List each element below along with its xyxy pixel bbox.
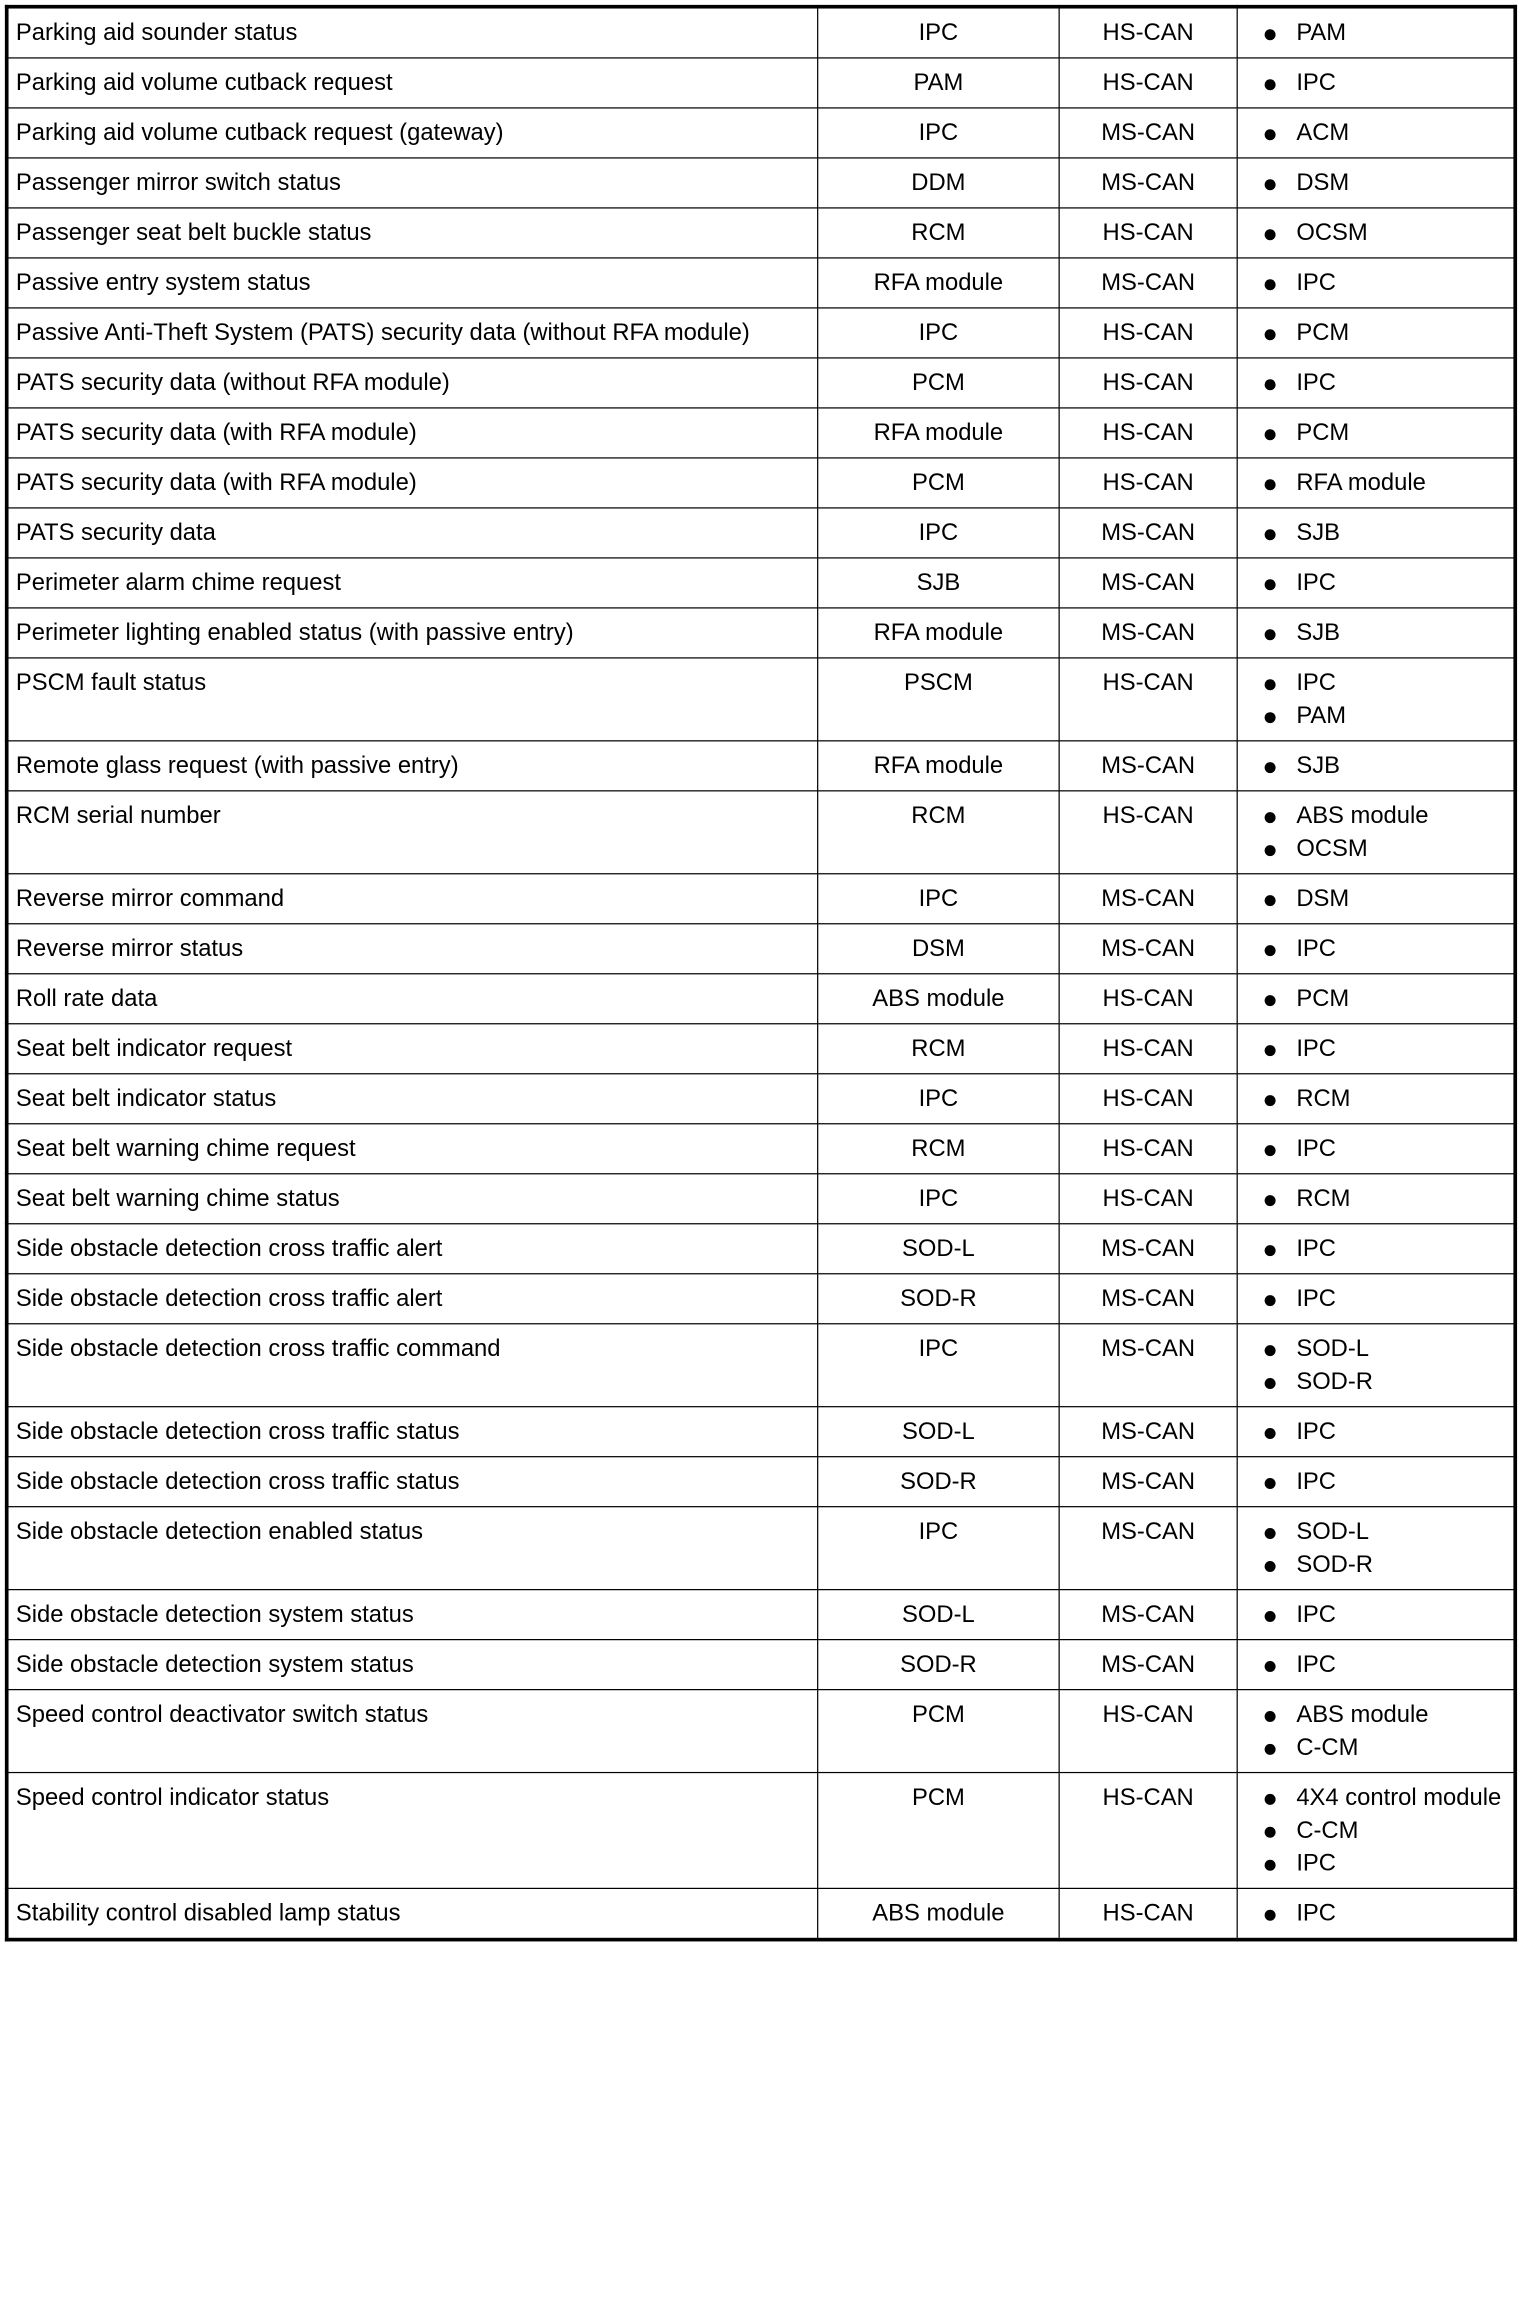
message-cell: Reverse mirror command [7,874,818,924]
table-row [7,1590,1516,1640]
network-cell: MS-CAN [1059,1274,1237,1324]
receiver-list [1260,933,1506,966]
receiver-item: PAM [1260,700,1506,733]
receivers-cell [1237,974,1515,1024]
receivers-cell [1237,358,1515,408]
receiver-item: SOD-L [1260,1516,1506,1549]
message-cell: Side obstacle detection cross traffic alert [7,1274,818,1324]
table-row [7,1773,1516,1889]
receiver-item: DSM [1260,167,1506,200]
receivers-cell [1237,558,1515,608]
network-cell: HS-CAN [1059,208,1237,258]
receivers-cell [1237,158,1515,208]
table-row [7,458,1516,508]
message-cell: Side obstacle detection system status [7,1640,818,1690]
receiver-list [1260,567,1506,600]
receiver-item: IPC [1260,1599,1506,1632]
receiver-list [1260,67,1506,100]
network-cell: HS-CAN [1059,791,1237,874]
originator-cell: IPC [818,874,1059,924]
originator-cell: IPC [818,508,1059,558]
receiver-list [1260,1233,1506,1266]
receiver-item: SOD-R [1260,1366,1506,1399]
receiver-list [1260,167,1506,200]
receiver-item: ABS module [1260,800,1506,833]
receiver-item: IPC [1260,267,1506,300]
network-cell: HS-CAN [1059,308,1237,358]
receiver-list [1260,267,1506,300]
originator-cell: PCM [818,358,1059,408]
receiver-item: IPC [1260,933,1506,966]
receiver-list [1260,317,1506,350]
table-row [7,1457,1516,1507]
receiver-list [1260,1466,1506,1499]
receiver-list [1260,1699,1506,1765]
table-row [7,974,1516,1024]
network-cell: MS-CAN [1059,1407,1237,1457]
originator-cell: IPC [818,1074,1059,1124]
message-cell: Side obstacle detection cross traffic alert [7,1224,818,1274]
receivers-cell [1237,208,1515,258]
originator-cell: RFA module [818,741,1059,791]
message-cell: Seat belt warning chime request [7,1124,818,1174]
table-row [7,1640,1516,1690]
table-row [7,58,1516,108]
receivers-cell [1237,1507,1515,1590]
receivers-cell [1237,1590,1515,1640]
originator-cell: RFA module [818,258,1059,308]
table-row [7,558,1516,608]
table-row [7,1324,1516,1407]
originator-cell: PCM [818,1773,1059,1889]
originator-cell: RCM [818,208,1059,258]
receiver-item: IPC [1260,1649,1506,1682]
receiver-item: RCM [1260,1183,1506,1216]
network-cell: HS-CAN [1059,1174,1237,1224]
message-cell: Speed control indicator status [7,1773,818,1889]
receivers-cell [1237,1690,1515,1773]
network-cell: MS-CAN [1059,508,1237,558]
table-row [7,1507,1516,1590]
originator-cell: RCM [818,1124,1059,1174]
message-cell: Parking aid sounder status [7,7,818,58]
receiver-item: SOD-R [1260,1549,1506,1582]
receivers-cell [1237,408,1515,458]
network-cell: MS-CAN [1059,1590,1237,1640]
table-row [7,608,1516,658]
originator-cell: IPC [818,1324,1059,1407]
message-cell: Seat belt indicator request [7,1024,818,1074]
receiver-list [1260,1416,1506,1449]
receivers-cell [1237,1407,1515,1457]
receiver-list [1260,983,1506,1016]
message-cell: Remote glass request (with passive entry) [7,741,818,791]
receiver-item: IPC [1260,1898,1506,1931]
network-cell: MS-CAN [1059,1507,1237,1590]
receiver-item: C-CM [1260,1815,1506,1848]
originator-cell: SOD-R [818,1457,1059,1507]
receiver-item: DSM [1260,883,1506,916]
table-row [7,1274,1516,1324]
network-cell: HS-CAN [1059,1773,1237,1889]
originator-cell: IPC [818,308,1059,358]
receiver-item: IPC [1260,1033,1506,1066]
table-row [7,208,1516,258]
originator-cell: PAM [818,58,1059,108]
table-row [7,924,1516,974]
receiver-item: IPC [1260,1848,1506,1881]
receiver-item: IPC [1260,1416,1506,1449]
originator-cell: RCM [818,1024,1059,1074]
receivers-cell [1237,1174,1515,1224]
receivers-cell [1237,791,1515,874]
receiver-item: PAM [1260,17,1506,50]
receiver-item: SJB [1260,617,1506,650]
message-cell: Reverse mirror status [7,924,818,974]
network-cell: HS-CAN [1059,458,1237,508]
table-row [7,308,1516,358]
table-row [7,108,1516,158]
receiver-list [1260,750,1506,783]
receiver-item: IPC [1260,67,1506,100]
receiver-list [1260,1599,1506,1632]
receivers-cell [1237,7,1515,58]
receivers-cell [1237,1640,1515,1690]
network-cell: HS-CAN [1059,1124,1237,1174]
receiver-item: SJB [1260,517,1506,550]
receivers-cell [1237,458,1515,508]
table-row [7,1888,1516,1939]
network-cell: HS-CAN [1059,1074,1237,1124]
receiver-list [1260,617,1506,650]
receivers-cell [1237,1324,1515,1407]
table-row [7,1074,1516,1124]
network-cell: MS-CAN [1059,558,1237,608]
table-row [7,791,1516,874]
message-cell: Perimeter alarm chime request [7,558,818,608]
message-cell: Passenger mirror switch status [7,158,818,208]
receivers-cell [1237,508,1515,558]
network-cell: MS-CAN [1059,158,1237,208]
table-row [7,1174,1516,1224]
receiver-list [1260,17,1506,50]
originator-cell: SOD-L [818,1224,1059,1274]
receiver-item: 4X4 control module [1260,1782,1506,1815]
receiver-item: OCSM [1260,833,1506,866]
receiver-list [1260,1649,1506,1682]
message-cell: Parking aid volume cutback request (gateway) [7,108,818,158]
receiver-item: PCM [1260,983,1506,1016]
receiver-list [1260,1083,1506,1116]
receiver-list [1260,667,1506,733]
table-row [7,7,1516,58]
receiver-list [1260,217,1506,250]
receiver-item: IPC [1260,367,1506,400]
receiver-list [1260,467,1506,500]
receiver-item: IPC [1260,1466,1506,1499]
receivers-cell [1237,1074,1515,1124]
network-cell: HS-CAN [1059,1888,1237,1939]
table-body [7,7,1516,1940]
originator-cell: RFA module [818,408,1059,458]
originator-cell: IPC [818,108,1059,158]
receiver-item: RFA module [1260,467,1506,500]
originator-cell: SOD-R [818,1274,1059,1324]
originator-cell: PCM [818,1690,1059,1773]
network-cell: HS-CAN [1059,358,1237,408]
receivers-cell [1237,58,1515,108]
receivers-cell [1237,258,1515,308]
message-cell: Seat belt warning chime status [7,1174,818,1224]
originator-cell: SOD-R [818,1640,1059,1690]
receivers-cell [1237,741,1515,791]
message-cell: Side obstacle detection enabled status [7,1507,818,1590]
message-cell: RCM serial number [7,791,818,874]
message-cell: PATS security data (with RFA module) [7,408,818,458]
message-cell: Perimeter lighting enabled status (with passive entry) [7,608,818,658]
receivers-cell [1237,658,1515,741]
originator-cell: ABS module [818,1888,1059,1939]
receivers-cell [1237,1224,1515,1274]
receiver-item: C-CM [1260,1732,1506,1765]
receiver-item: PCM [1260,417,1506,450]
receivers-cell [1237,1773,1515,1889]
network-cell: MS-CAN [1059,258,1237,308]
receiver-item: IPC [1260,1133,1506,1166]
message-cell: PATS security data (without RFA module) [7,358,818,408]
receiver-list [1260,1183,1506,1216]
receiver-item: ACM [1260,117,1506,150]
receiver-item: PCM [1260,317,1506,350]
network-cell: MS-CAN [1059,1324,1237,1407]
originator-cell: DSM [818,924,1059,974]
network-message-table [5,5,1517,1942]
message-cell: PSCM fault status [7,658,818,741]
originator-cell: IPC [818,1174,1059,1224]
receiver-list [1260,1133,1506,1166]
message-cell: Seat belt indicator status [7,1074,818,1124]
receivers-cell [1237,108,1515,158]
table-row [7,358,1516,408]
message-cell: Roll rate data [7,974,818,1024]
receivers-cell [1237,1124,1515,1174]
message-cell: Passive entry system status [7,258,818,308]
network-cell: HS-CAN [1059,1024,1237,1074]
message-cell: Side obstacle detection system status [7,1590,818,1640]
receiver-list [1260,1898,1506,1931]
receiver-item: IPC [1260,667,1506,700]
receivers-cell [1237,1888,1515,1939]
originator-cell: SOD-L [818,1407,1059,1457]
receiver-item: IPC [1260,1283,1506,1316]
receivers-cell [1237,1274,1515,1324]
originator-cell: ABS module [818,974,1059,1024]
receiver-item: SJB [1260,750,1506,783]
receiver-list [1260,517,1506,550]
network-cell: HS-CAN [1059,408,1237,458]
originator-cell: SJB [818,558,1059,608]
network-cell: HS-CAN [1059,7,1237,58]
table-row [7,508,1516,558]
originator-cell: IPC [818,1507,1059,1590]
receivers-cell [1237,1457,1515,1507]
receiver-item: IPC [1260,567,1506,600]
receiver-list [1260,883,1506,916]
table-row [7,658,1516,741]
receiver-list [1260,1283,1506,1316]
table-row [7,1124,1516,1174]
originator-cell: RCM [818,791,1059,874]
message-cell: PATS security data (with RFA module) [7,458,818,508]
receiver-item: IPC [1260,1233,1506,1266]
receivers-cell [1237,924,1515,974]
message-cell: Stability control disabled lamp status [7,1888,818,1939]
table-row [7,1224,1516,1274]
network-cell: MS-CAN [1059,741,1237,791]
receivers-cell [1237,1024,1515,1074]
message-cell: Passenger seat belt buckle status [7,208,818,258]
message-cell: Side obstacle detection cross traffic command [7,1324,818,1407]
table-row [7,1024,1516,1074]
network-cell: HS-CAN [1059,1690,1237,1773]
originator-cell: PSCM [818,658,1059,741]
originator-cell: SOD-L [818,1590,1059,1640]
receivers-cell [1237,308,1515,358]
network-cell: HS-CAN [1059,974,1237,1024]
message-cell: Passive Anti-Theft System (PATS) security data (without RFA module) [7,308,818,358]
network-cell: HS-CAN [1059,658,1237,741]
network-cell: MS-CAN [1059,1640,1237,1690]
originator-cell: IPC [818,7,1059,58]
receiver-list [1260,800,1506,866]
receivers-cell [1237,608,1515,658]
network-cell: MS-CAN [1059,608,1237,658]
receiver-list [1260,1033,1506,1066]
table-row [7,1407,1516,1457]
receiver-list [1260,117,1506,150]
receiver-item: ABS module [1260,1699,1506,1732]
originator-cell: DDM [818,158,1059,208]
table-row [7,1690,1516,1773]
receiver-item: RCM [1260,1083,1506,1116]
receiver-item: OCSM [1260,217,1506,250]
originator-cell: PCM [818,458,1059,508]
network-cell: MS-CAN [1059,1224,1237,1274]
table-row [7,741,1516,791]
receiver-list [1260,417,1506,450]
message-cell: PATS security data [7,508,818,558]
originator-cell: RFA module [818,608,1059,658]
receivers-cell [1237,874,1515,924]
network-cell: HS-CAN [1059,58,1237,108]
table-row [7,408,1516,458]
message-cell: Side obstacle detection cross traffic status [7,1407,818,1457]
network-cell: MS-CAN [1059,1457,1237,1507]
message-cell: Parking aid volume cutback request [7,58,818,108]
table-row [7,158,1516,208]
table-row [7,258,1516,308]
receiver-list [1260,367,1506,400]
receiver-list [1260,1516,1506,1582]
table-row [7,874,1516,924]
network-cell: MS-CAN [1059,108,1237,158]
receiver-list [1260,1333,1506,1399]
message-cell: Side obstacle detection cross traffic status [7,1457,818,1507]
network-cell: MS-CAN [1059,924,1237,974]
network-cell: MS-CAN [1059,874,1237,924]
receiver-item: SOD-L [1260,1333,1506,1366]
message-cell: Speed control deactivator switch status [7,1690,818,1773]
receiver-list [1260,1782,1506,1881]
